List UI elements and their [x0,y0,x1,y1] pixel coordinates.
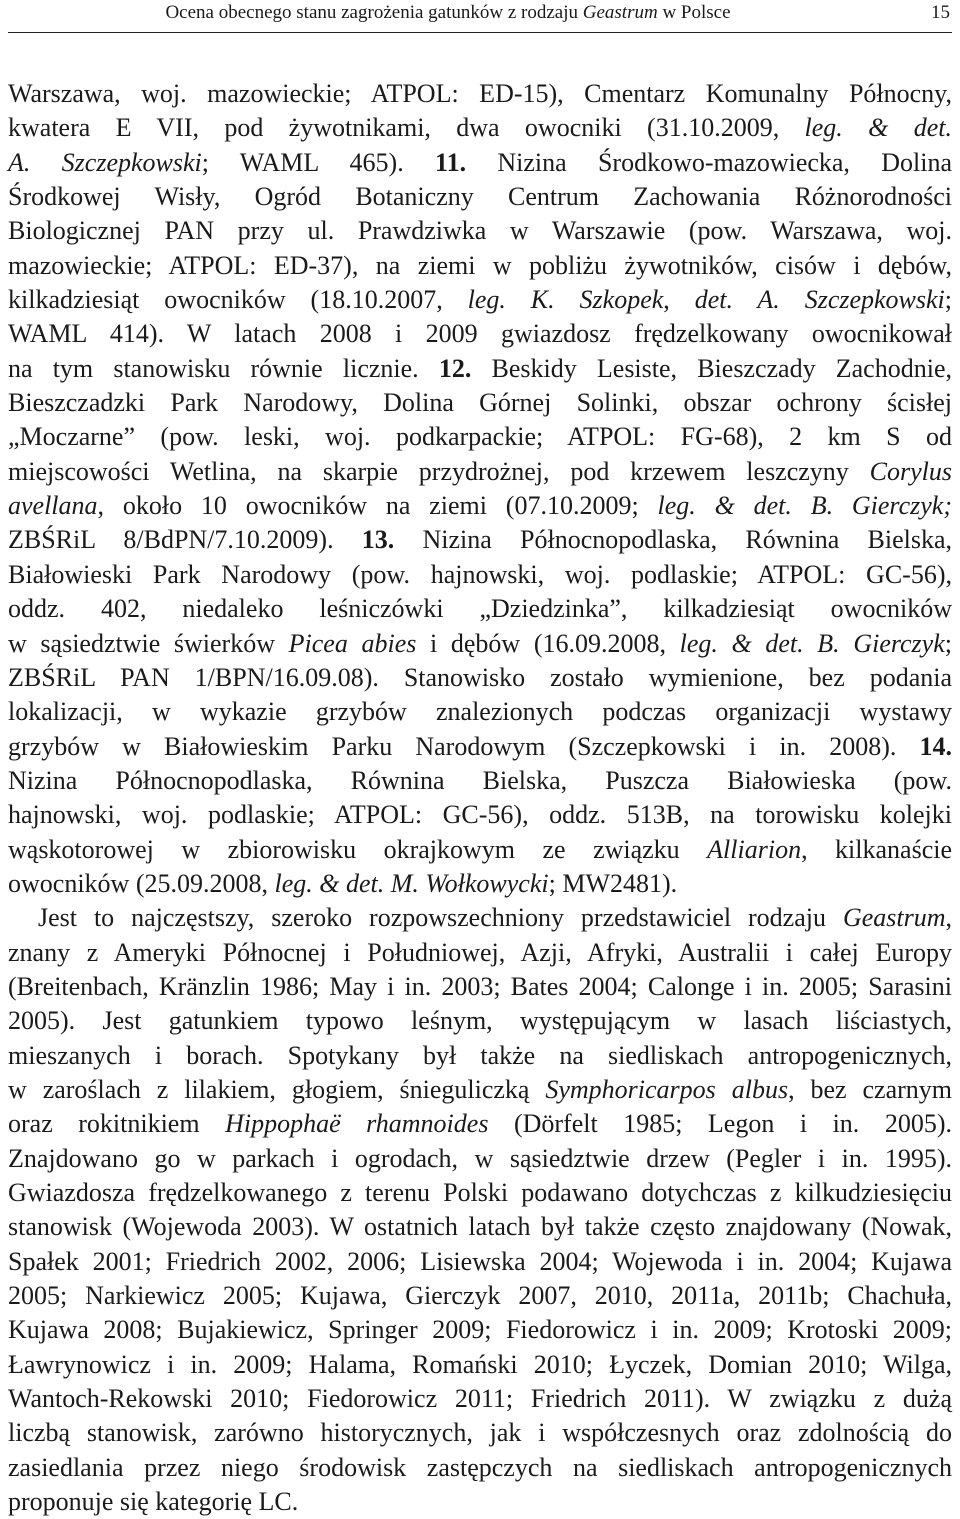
text-segment: Warszawa, woj. mazowieckie; ATPOL: ED-15), Cmentarz Komunalny Północny, [8,79,952,108]
italic-text: leg. & det. B. Gierczyk; [657,491,952,521]
text-line [8,1073,952,1107]
header-title [8,2,888,24]
text-segment: WAML 414). W latach 2008 i 2009 gwiazdosz frędzelkowany owocnikował [8,319,952,349]
text-line [8,592,952,626]
text-segment: 2005). Jest gatunkiem typowo leśnym, występującym w lasach liściastych, [8,1006,952,1036]
text-segment: Nizina Północnopodlaska, Równina Bielska, [394,525,952,555]
header-title-suffix: w Polsce [657,2,731,23]
header-title-prefix: Ocena obecnego stanu zagrożenia gatunków z rodzaju [165,2,583,23]
bold-number: 11. [435,147,467,177]
text-line [8,1004,952,1038]
text-line [8,764,952,798]
italic-text: leg. & det. M. Wołkowycki [274,868,549,898]
italic-text: leg. & det. B. Gierczyk [679,628,945,658]
italic-text: Alliarion [707,834,802,864]
text-segment: , bez czarnym [788,1074,952,1104]
text-line [8,936,952,970]
text-segment: Nizina Środkowo-mazowiecka, Dolina [466,147,952,177]
text-segment: kwatera E VII, pod żywotnikami, dwa owocniki (31.10.2009, [8,113,805,143]
bold-number: 14. [919,731,952,761]
text-segment: , około 10 owocników na ziemi (07.10.2009; [97,491,658,521]
text-line [8,1348,952,1382]
text-segment: mieszanych i borach. Spotykany był także na siedliskach antropogenicznych, [8,1040,952,1070]
italic-text: Hippophaë rhamnoides [225,1109,489,1139]
text-line [8,317,952,351]
italic-text: Geastrum [842,903,946,933]
text-segment: Białowieski Park Narodowy (pow. hajnowski, woj. podlaskie; ATPOL: GC-56), [8,559,952,589]
text-line [8,283,952,317]
text-segment: hajnowski, woj. podlaskie; ATPOL: GC-56), oddz. 513B, na torowisku kolejki [8,800,952,830]
text-line [8,352,952,386]
text-line [8,661,952,695]
text-segment: kilkadziesiąt owocników (18.10.2007, [8,285,468,315]
text-line [8,1313,952,1347]
header-title-genus: Geastrum [582,2,658,23]
text-segment: ; MW2481). [548,868,678,898]
text-segment: (Breitenbach, Kränzlin 1986; May i in. 2003; Bates 2004; Calonge i in. 2005; Sarasini [8,971,952,1001]
text-line [8,901,952,935]
text-segment: 2005; Narkiewicz 2005; Kujawa, Gierczyk 2007, 2010, 2011a, 2011b; Chachuła, [8,1281,952,1311]
text-segment: , kilkanaście [801,834,953,864]
text-line [8,420,952,454]
italic-text: leg. & det. [804,113,952,143]
text-segment: w sąsiedztwie świerków [8,628,289,658]
text-segment: ZBŚRiL 8/BdPN/7.10.2009). [8,525,362,555]
text-line [8,627,952,661]
body-text [8,77,952,1519]
text-line [8,455,952,489]
text-segment: Nizina Północnopodlaska, Równina Bielska, Puszcza Białowieska (pow. [8,765,952,795]
bold-number: 13. [361,525,395,555]
text-line [8,1210,952,1244]
text-line [8,523,952,557]
text-line [8,249,952,283]
text-line [8,730,952,764]
page-number: 15 [931,2,950,23]
text-segment: grzybów w Białowieskim Parku Narodowym (Szczepkowski i in. 2008). [8,731,920,761]
text-line [8,1416,952,1450]
text-segment: Ławrynowicz i in. 2009; Halama, Romański 2010; Łyczek, Domian 2010; Wilga, [8,1349,952,1379]
text-segment: ZBŚRiL PAN 1/BPN/16.09.08). Stanowisko zostało wymienione, bez podania [8,662,952,692]
text-segment: Biologicznej PAN przy ul. Prawdziwka w Warszawie (pow. Warszawa, woj. [8,216,952,246]
text-line [8,833,952,867]
text-segment: ; [944,285,953,315]
italic-text: det. A. Szczepkowski [694,285,945,315]
text-segment: Beskidy Lesiste, Bieszczady Zachodnie, [471,353,952,383]
text-line [8,386,952,420]
text-line [8,180,952,214]
text-segment: stanowisk (Wojewoda 2003). W ostatnich latach był także często znajdowany (Nowak, [8,1212,952,1242]
italic-text: Corylus [869,456,952,486]
text-line [8,111,952,145]
text-line [8,214,952,248]
italic-text: A. Szczepkowski [8,147,202,177]
text-line [8,1039,952,1073]
text-line [8,1107,952,1141]
text-line [8,1382,952,1416]
text-segment: Spałek 2001; Friedrich 2002, 2006; Lisiewska 2004; Wojewoda i in. 2004; Kujawa [8,1246,952,1276]
text-segment: Jest to najczęstszy, szeroko rozpowszechniony przedstawiciel rodzaju [38,903,843,933]
text-line [8,558,952,592]
text-line [8,1451,952,1485]
italic-text: Symphoricarpos albus [545,1074,789,1104]
text-segment: lokalizacji, w wykazie grzybów znalezionych podczas organizacji wystawy [8,697,952,727]
text-line [8,146,952,180]
text-segment: owocników (25.09.2008, [8,868,275,898]
text-line [8,1485,952,1519]
text-segment: (Dörfelt 1985; Legon i in. 2005). [488,1109,952,1139]
text-segment: Bieszczadzki Park Narodowy, Dolina Górnej Solinki, obszar ochrony ścisłej [8,388,952,418]
text-line [8,798,952,832]
text-segment: miejscowości Wetlina, na skarpie przydrożnej, pod krzewem leszczyny [8,456,870,486]
text-segment: na tym stanowisku równie licznie. [8,353,439,383]
text-segment: Wantoch-Rekowski 2010; Fiedorowicz 2011; Friedrich 2011). W związku z dużą [8,1384,952,1414]
text-segment: Znajdowano go w parkach i ogrodach, w sąsiedztwie drzew (Pegler i in. 1995). [8,1143,952,1173]
text-segment: oddz. 402, niedaleko leśniczówki „Dziedzinka”, kilkadziesiąt owocników [8,594,952,624]
text-segment: Kujawa 2008; Bujakiewicz, Springer 2009; Fiedorowicz i in. 2009; Krotoski 2009; [8,1315,952,1345]
text-segment: mazowieckie; ATPOL: ED-37), na ziemi w pobliżu żywotników, cisów i dębów, [8,250,952,280]
italic-text: avellana [8,491,98,521]
text-segment: ; WAML 465). [201,147,435,177]
text-segment: , [663,285,695,315]
text-line [8,970,952,1004]
text-line [8,1142,952,1176]
text-line [8,489,952,523]
text-segment: wąskotorowej w zbiorowisku okrajkowym ze związku [8,834,708,864]
text-line [8,695,952,729]
italic-text: Picea abies [288,628,417,658]
text-line [8,1245,952,1279]
text-segment: „Moczarne” (pow. leski, woj. podkarpackie; ATPOL: FG-68), 2 km S od [8,422,952,452]
text-line [8,1279,952,1313]
text-segment: ; [944,628,952,658]
text-segment: oraz rokitnikiem [8,1109,226,1139]
text-line [8,1176,952,1210]
text-line [8,867,952,901]
running-header [8,0,952,33]
text-segment: Środkowej Wisły, Ogród Botaniczny Centrum Zachowania Różnorodności [8,182,952,212]
bold-number: 12. [438,353,472,383]
text-segment: proponuje się kategorię LC. [8,1487,299,1517]
text-line [8,77,952,111]
text-segment: w zaroślach z lilakiem, głogiem, śnieguliczką [8,1074,546,1104]
text-segment: znany z Ameryki Północnej i Południowej, Azji, Afryki, Australii i całej Europy [8,937,952,967]
text-segment: zasiedlania przez niego środowisk zastępczych na siedliskach antropogenicznych [8,1452,952,1482]
italic-text: leg. K. Szkopek [467,285,664,315]
text-segment: Gwiazdosza frędzelkowanego z terenu Polski podawano dotychczas z kilkudziesięciu [8,1178,952,1207]
text-segment: , [945,903,952,933]
text-segment: liczbą stanowisk, zarówno historycznych, jak i współczesnych oraz zdolnością do [8,1418,952,1448]
text-segment: i dębów (16.09.2008, [416,628,680,658]
